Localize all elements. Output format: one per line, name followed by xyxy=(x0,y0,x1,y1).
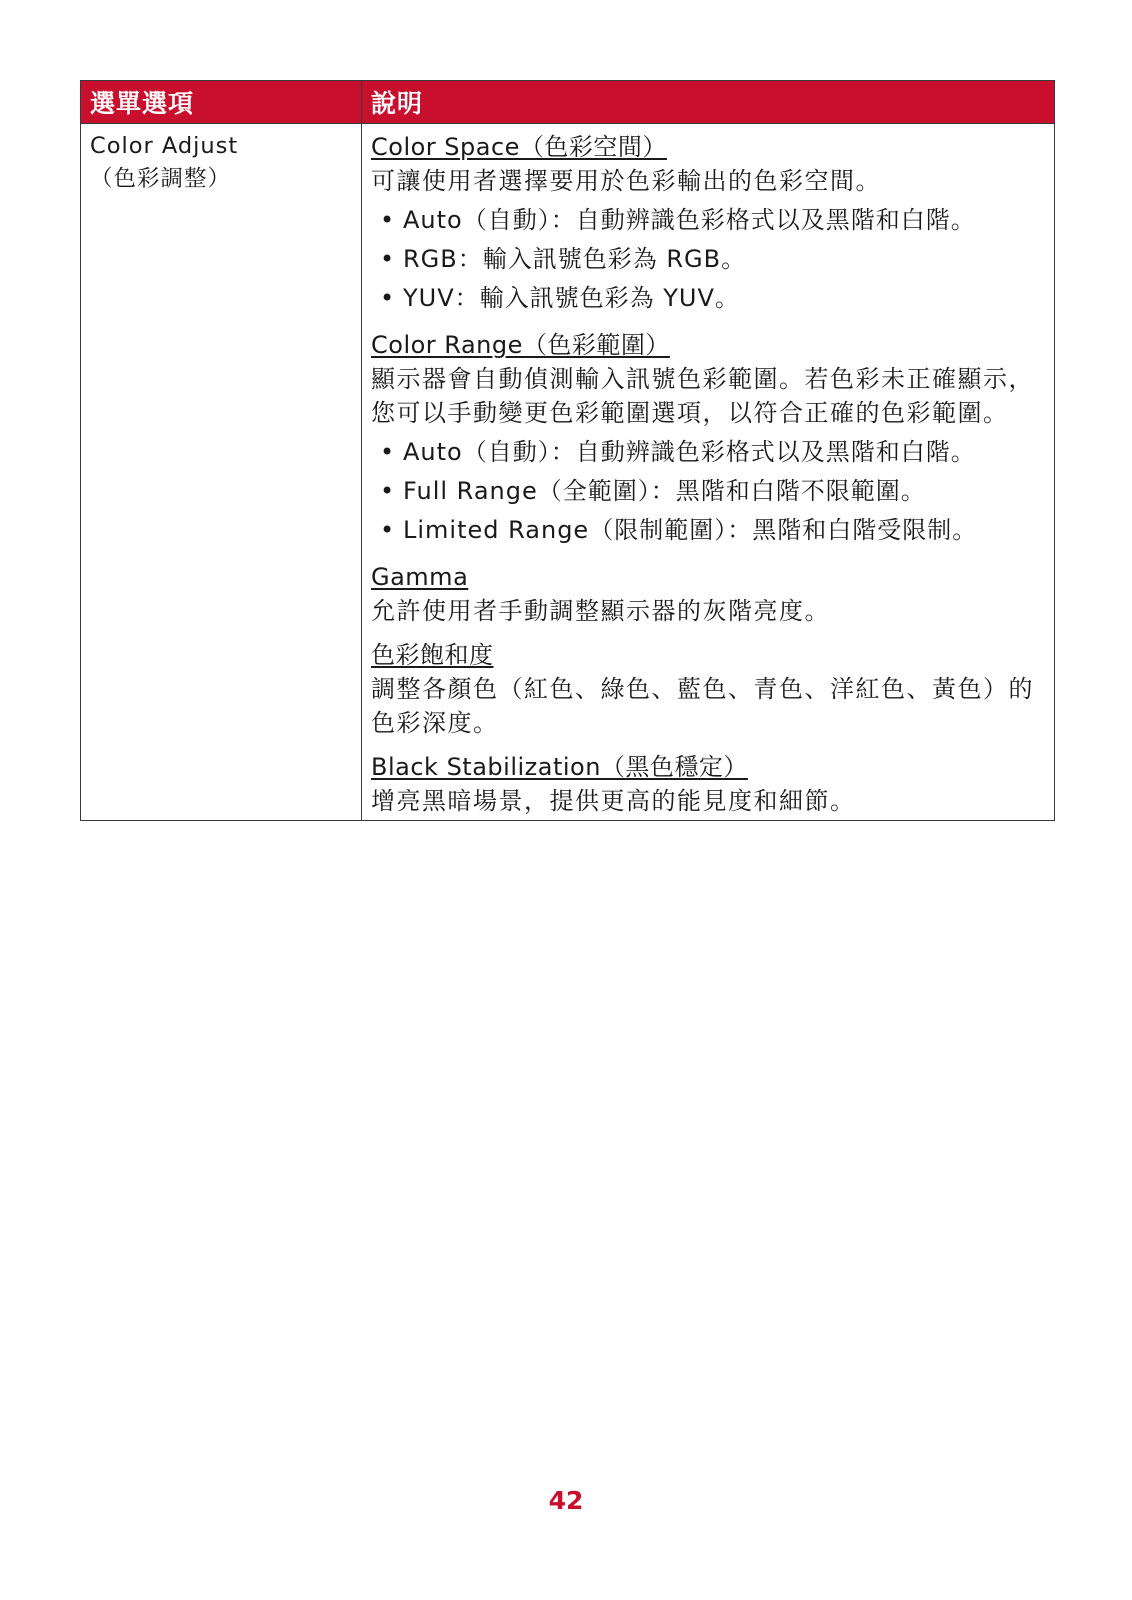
section-color-range xyxy=(371,328,1045,550)
list-item-text: Full Range（全範圍）：黑階和白階不限範圍。 xyxy=(403,477,926,505)
header-description: 說明 xyxy=(362,81,1055,124)
list-item xyxy=(371,240,1045,279)
table-header-row xyxy=(81,81,1055,124)
list-item xyxy=(371,201,1045,240)
section-description: 允許使用者手動調整顯示器的灰階亮度。 xyxy=(371,597,830,625)
section-description: 顯示器會自動偵測輸入訊號色彩範圍。若色彩未正確顯示，您可以手動變更色彩範圍選項，以符合正確的色彩範圍。 xyxy=(371,365,1034,427)
option-cell xyxy=(81,124,362,821)
section-title: Color Range（色彩範圍） xyxy=(371,331,670,359)
list-item-text: Auto（自動）：自動辨識色彩格式以及黑階和白階。 xyxy=(403,206,976,234)
list-item-text: Auto（自動）：自動辨識色彩格式以及黑階和白階。 xyxy=(403,438,976,466)
section-title: Black Stabilization（黑色穩定） xyxy=(371,753,748,781)
bullet-icon: • xyxy=(380,477,396,505)
bullet-list xyxy=(371,201,1045,318)
description-cell xyxy=(362,124,1055,821)
section-title: Gamma xyxy=(371,563,469,591)
table-row xyxy=(81,124,1055,821)
section-color-saturation xyxy=(371,638,1045,740)
bullet-icon: • xyxy=(380,516,396,544)
option-name-translation: （色彩調整） xyxy=(90,166,232,192)
section-description: 增亮黑暗場景，提供更高的能見度和細節。 xyxy=(371,787,856,815)
section-black-stabilization xyxy=(371,750,1045,818)
list-item-text: RGB：輸入訊號色彩為 RGB。 xyxy=(403,245,747,273)
section-description: 可讓使用者選擇要用於色彩輸出的色彩空間。 xyxy=(371,167,881,195)
bullet-icon: • xyxy=(380,206,396,234)
list-item xyxy=(371,472,1045,511)
bullet-icon: • xyxy=(380,438,396,466)
bullet-list xyxy=(371,433,1045,550)
list-item xyxy=(371,511,1045,550)
list-item-text: YUV：輸入訊號色彩為 YUV。 xyxy=(403,284,740,312)
list-item xyxy=(371,279,1045,318)
section-gamma xyxy=(371,560,1045,628)
bullet-icon: • xyxy=(380,284,396,312)
bullet-icon: • xyxy=(380,245,396,273)
section-title: Color Space（色彩空間） xyxy=(371,133,667,161)
section-title: 色彩飽和度 xyxy=(371,641,494,669)
section-color-space xyxy=(371,130,1045,318)
list-item xyxy=(371,433,1045,472)
option-name: Color Adjust xyxy=(90,133,239,159)
header-menu-option: 選單選項 xyxy=(81,81,362,124)
menu-options-table xyxy=(80,80,1055,821)
section-description: 調整各顏色（紅色、綠色、藍色、青色、洋紅色、黃色）的色彩深度。 xyxy=(371,675,1034,737)
page-number: 42 xyxy=(548,1486,584,1515)
list-item-text: Limited Range（限制範圍）：黑階和白階受限制。 xyxy=(403,516,978,544)
